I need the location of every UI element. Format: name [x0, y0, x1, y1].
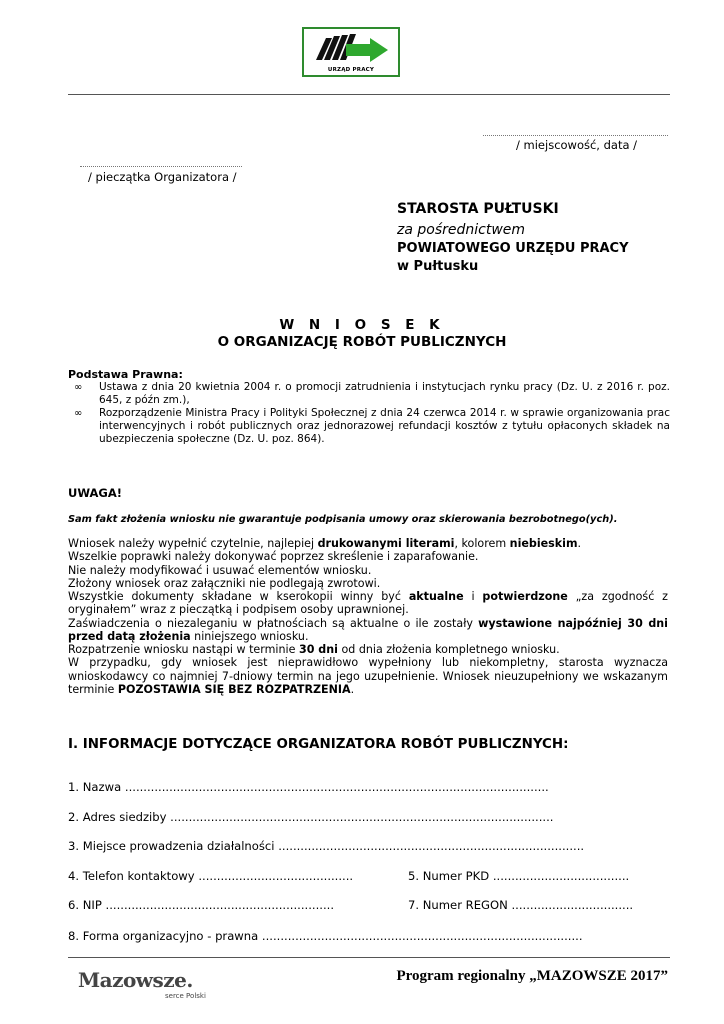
place-date-label: / miejscowość, data /: [516, 138, 638, 152]
legal-basis-item: [74, 381, 670, 407]
addressee-line2: za pośrednictwem: [397, 222, 526, 238]
field-legal-form[interactable]: 8. Forma organizacyjno - prawna .......................................................................................: [68, 929, 583, 943]
field-regon[interactable]: 7. Numer REGON .................................: [408, 898, 634, 912]
document-title: W N I O S E K: [279, 317, 445, 333]
field-business-location[interactable]: 3. Miejsce prowadzenia działalności ...................................................................................: [68, 839, 585, 853]
field-name[interactable]: 1. Nazwa ...................................................................................................................: [68, 780, 549, 794]
notice-disclaimer: Sam fakt złożenia wniosku nie gwarantuje podpisania umowy oraz skierowania bezrobotnego(ych).: [68, 514, 618, 525]
notice-instructions: [68, 537, 668, 696]
instruction-1: Wniosek należy wypełnić czytelnie, najlepiej drukowanymi literami, kolorem niebieskim.: [68, 537, 582, 550]
footer-divider: [68, 957, 670, 958]
instruction-6: Zaświadczenia o niezaleganiu w płatnościach są aktualne o ile zostały wystawione najpóźniej 30 dni przed datą złożenia niniejszego wniosku.: [68, 616, 668, 643]
logo-caption: URZĄD PRACY: [327, 67, 375, 73]
logo-arrow-icon: [304, 30, 398, 66]
instruction-3: Nie należy modyfikować i usuwać elementów wniosku.: [68, 563, 372, 577]
addressee-line3: POWIATOWEGO URZĘDU PRACY: [397, 241, 629, 256]
addressee-line1: STAROSTA PUŁTUSKI: [397, 201, 559, 217]
instruction-5: Wszystkie dokumenty składane w kserokopii winny być aktualne i potwierdzone „za zgodność z oryginałem” wraz z pieczątką i podpisem osoby uprawnionej.: [68, 590, 668, 617]
field-address[interactable]: 2. Adres siedziby ........................................................................................................: [68, 810, 554, 824]
stamp-dots[interactable]: [80, 166, 242, 167]
instruction-8: W przypadku, gdy wniosek jest nieprawidłowo wypełniony lub niekompletny, starosta wyznacza wnioskodawcy co najmniej 7-dniowy termin na jego uzupełnienie. Wniosek nieuzupełniony we wskazanym terminie POZOSTAWIA SIĘ BEZ ROZPATRZENIA.: [68, 656, 668, 696]
place-date-dots[interactable]: [483, 135, 668, 136]
program-label: Program regionalny „MAZOWSZE 2017”: [396, 968, 668, 984]
stamp-label: / pieczątka Organizatora /: [88, 170, 237, 184]
field-phone[interactable]: 4. Telefon kontaktowy ..........................................: [68, 869, 354, 883]
field-nip[interactable]: 6. NIP ..............................................................: [68, 898, 335, 912]
section-1-heading: I. INFORMACJE DOTYCZĄCE ORGANIZATORA ROBÓT PUBLICZNYCH:: [68, 737, 569, 752]
legal-basis-text: Rozporządzenie Ministra Pracy i Polityki Społecznej z dnia 24 czerwca 2014 r. w sprawie organizowania prac interwencyjnych i robót publicznych oraz jednorazowej refundacji kosztów z tytułu opłaconych składek na ubezpieczenia społeczne (Dz. U. poz. 864).: [99, 407, 670, 445]
legal-basis-item: [74, 407, 670, 446]
mazowsze-tagline: serce Polski: [165, 992, 206, 1000]
notice-heading: UWAGA!: [68, 486, 122, 500]
instruction-2: Wszelkie poprawki należy dokonywać poprzez skreślenie i zaparafowanie.: [68, 550, 479, 564]
bullet-icon: ∞: [74, 408, 83, 419]
bullet-icon: ∞: [74, 382, 83, 393]
urzad-pracy-logo: [302, 27, 400, 77]
legal-basis-text: Ustawa z dnia 20 kwietnia 2004 r. o promocji zatrudnienia i instytucjach rynku pracy (Dz. U. z 2016 r. poz. 645, z późn zm.),: [99, 381, 670, 406]
mazowsze-logo: Mazowsze.: [78, 968, 193, 992]
instruction-7: Rozpatrzenie wniosku nastąpi w terminie 30 dni od dnia złożenia kompletnego wniosku.: [68, 643, 560, 656]
instruction-4: Złożony wniosek oraz załączniki nie podlegają zwrotowi.: [68, 576, 381, 590]
addressee-line4: w Pułtusku: [397, 259, 479, 274]
field-pkd[interactable]: 5. Numer PKD .....................................: [408, 869, 630, 883]
document-subtitle: O ORGANIZACJĘ ROBÓT PUBLICZNYCH: [217, 334, 507, 350]
header-divider: [68, 94, 670, 95]
legal-basis-heading: Podstawa Prawna:: [68, 368, 183, 381]
